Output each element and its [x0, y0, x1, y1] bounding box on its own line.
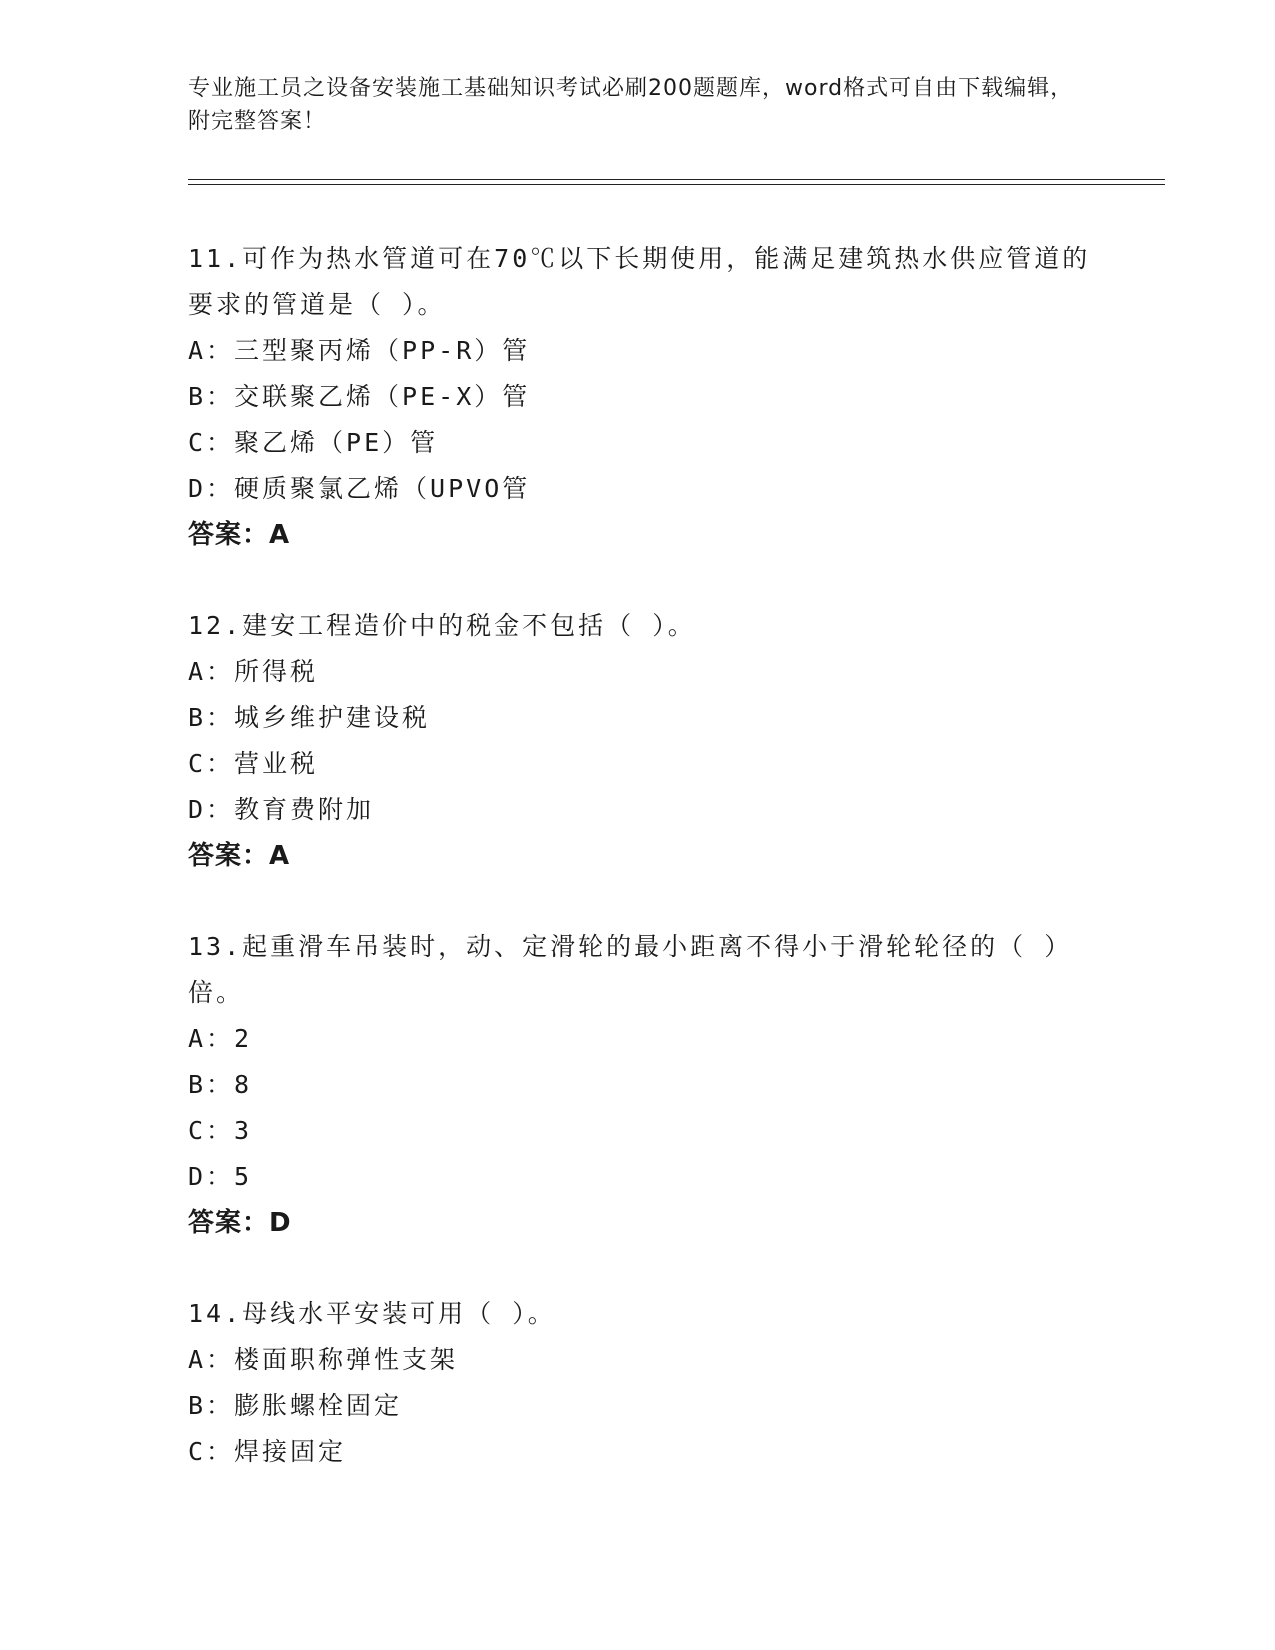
- option-a: A：三型聚丙烯（PP-R）管: [188, 336, 531, 365]
- question-12: [188, 603, 1108, 879]
- option-b: B：膨胀螺栓固定: [188, 1391, 403, 1420]
- option-c: C：焊接固定: [188, 1437, 347, 1466]
- option-c: C：3: [188, 1116, 253, 1145]
- option-b: B：交联聚乙烯（PE-X）管: [188, 382, 531, 411]
- question-11: [188, 236, 1108, 558]
- document-header: 专业施工员之设备安装施工基础知识考试必刷200题题库，word格式可自由下载编辑，附完整答案！: [188, 76, 1074, 134]
- option-a: A：楼面职称弹性支架: [188, 1345, 459, 1374]
- question-stem: 14.母线水平安装可用（ ）。: [188, 1299, 556, 1328]
- question-stem: 13.起重滑车吊装时，动、定滑轮的最小距离不得小于滑轮轮径的（ ）倍。: [188, 932, 1073, 1007]
- option-d: D：5: [188, 1162, 253, 1191]
- option-a: A：2: [188, 1024, 253, 1053]
- header-divider-top: [188, 179, 1165, 180]
- question-list: [188, 236, 1108, 1520]
- option-c: C：营业税: [188, 749, 319, 778]
- header-divider-bottom: [188, 184, 1165, 185]
- option-c: C：聚乙烯（PE）管: [188, 428, 439, 457]
- question-13: [188, 924, 1108, 1246]
- option-d: D：教育费附加: [188, 795, 375, 824]
- option-b: B：8: [188, 1070, 253, 1099]
- answer-label: 答案：A: [188, 520, 291, 550]
- answer-label: 答案：D: [188, 1208, 292, 1238]
- answer-label: 答案：A: [188, 841, 291, 871]
- question-14: [188, 1291, 1108, 1475]
- option-b: B：城乡维护建设税: [188, 703, 431, 732]
- option-a: A：所得税: [188, 657, 319, 686]
- question-stem: 12.建安工程造价中的税金不包括（ ）。: [188, 611, 696, 640]
- question-stem: 11.可作为热水管道可在70℃以下长期使用，能满足建筑热水供应管道的要求的管道是（ ）。: [188, 244, 1091, 319]
- option-d: D：硬质聚氯乙烯（UPVO管: [188, 474, 531, 503]
